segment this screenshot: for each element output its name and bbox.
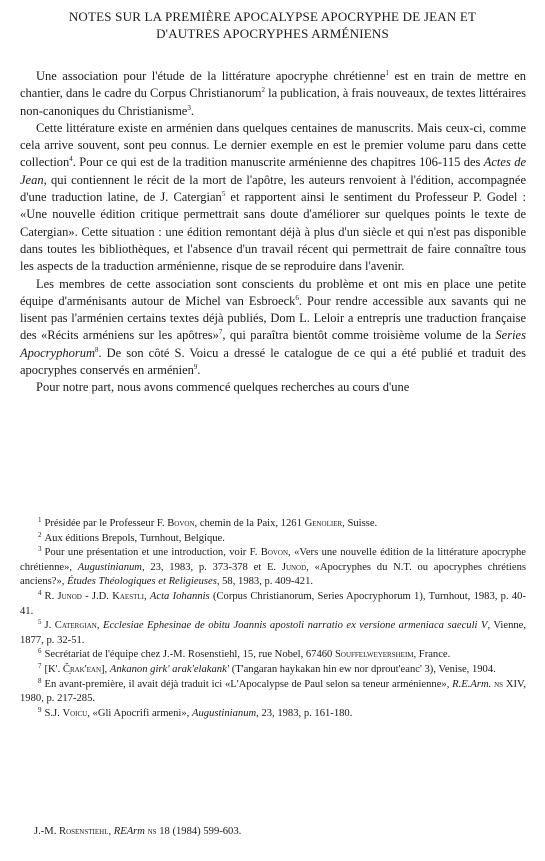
footnote-ref[interactable]: 4 [69, 155, 73, 164]
article-body [20, 68, 526, 397]
footnote-7: $^7$ [K'. Č̣rak'ean], Ankanon girk' arak'elakank' (T'angaran haykakan hin ew nor dprout'eanc' 3), Venise, 1904. [38, 661, 496, 675]
footnote-8: $^8$ En avant-première, il avait déjà traduit ici «L'Apocalypse de Paul selon sa teneur arménienne», R.E.Arm. ns XIV, 1980, p. 217-285. [20, 676, 526, 705]
footnote-ref[interactable]: 8 [95, 345, 99, 354]
title-line: D'AUTRES APOCRYPHES ARMÉNIENS [156, 26, 389, 41]
paragraph-3: Les membres de cette association sont conscients du problème et ont mis en place une petite équipe d'arménisants autour de Michel van Esbroeck$^6$. Pour rendre accessible aux savants qui ne lisent pas l'arménien certains textes déjà publiés, Dom L. Leloir a entrepris une traduction française des «Récits arméniens sur les apôtres»$^7$, qui paraîtra bientôt comme troisième volume de la Series Apocryphorum$^8$. De son côté S. Voicu a dressé le catalogue de ce qui a été publié et traduit des apocryphes conservés en arménien$^9$. [20, 276, 526, 378]
paragraph-4: Pour notre part, nous avons commencé quelques recherches au cours d'une [36, 380, 410, 395]
footnote-ref[interactable]: 1 [385, 69, 389, 77]
footnote-ref[interactable]: 2 [261, 86, 265, 95]
title-line: NOTES SUR LA PREMIÈRE APOCALYPSE APOCRYPHE DE JEAN ET [68, 9, 477, 24]
footnote-9: $^9$ S.J. Voicu, «Gli Apocrifi armeni», Augustinianum, 23, 1983, p. 161-180. [38, 705, 353, 719]
footnote-ref[interactable]: 5 [221, 190, 226, 199]
footnote-ref[interactable]: 9 [193, 363, 198, 372]
paragraph-1: Une association pour l'étude de la littérature apocryphe chrétienne$^1$ est en train de mettre en chantier, dans le cadre du Corpus Christianorum$^2$ la publication, à frais nouveaux, de textes littéraires non-canoniques du Christianisme$^3$. [20, 69, 526, 118]
footnote-3: $^3$ Pour une présentation et une introduction, voir F. Bovon, «Vers une nouvelle édition de la littérature apocryphe chrétienne», Augustinianum, 23, 1983, p. 373-378 et E. Junod, «Apocryphes du N.T. ou apocryphes chrétiens anciens?», Études Théologiques et Religieuses, 58, 1983, p. 409-421. [20, 545, 526, 588]
citation-footer: J.-M. Rosenstiehl, REArm ns 18 (1984) 599-603. [34, 826, 242, 837]
footnote-ref[interactable]: 7 [218, 328, 223, 337]
footnote-6: $^6$ Secrétariat de l'équipe chez J.-M. Rosenstiehl, 15, rue Nobel, 67460 Souffelweyersheim, France. [38, 647, 451, 661]
footnote-4: $^4$ R. Junod - J.D. Kaestli, Acta Iohannis (Corpus Christianorum, Series Apocryphorum 1), Turnhout, 1983, p. 40-41. [20, 588, 527, 617]
footnote-5: $^5$ J. Catergian, Ecclesiae Ephesinae de obitu Joannis apostoli narratio ex versione armeniaca saeculi V, Vienne, 1877, p. 32-51. [20, 618, 527, 646]
footnotes [20, 517, 526, 721]
footnote-2: $^2$ Aux éditions Brepols, Turnhout, Belgique. [38, 530, 225, 544]
footnote-ref[interactable]: 6 [295, 293, 299, 302]
article-title [20, 8, 525, 42]
paragraph-2: Cette littérature existe en arménien dans quelques centaines de manuscrits. Mais ceux-ci, comme cela arrive souvent, sont peu connus. Le dernier exemple en est le premier volume paru dans cette collection$^4$. Pour ce qui est de la tradition manuscrite arménienne des chapitres 106-115 des Actes de Jean, qui contiennent le récit de la mort de l'apôtre, les auteurs renvoient à l'édition, accompagnée d'une traduction latine, de J. Catergian$^5$ et rapportent ainsi le sentiment du Professeur P. Godel : «Une nouvelle édition critique permettrait sans doute d'améliorer sur quelques points le texte de Catergian». Cette situation : une édition remontant déjà à plus d'un siècle et qui n'est pas disponible dans toutes les bibliothèques, et l'absence d'un travail récent qui permettrait de faire connaître tous les aspects de la traduction arménienne, risque de se reproduire dans l'avenir. [20, 120, 526, 274]
footnote-1: $^1$ Présidée par le Professeur F. Bovon, chemin de la Paix, 1261 Genolier, Suisse. [38, 516, 378, 529]
footnote-ref[interactable]: 3 [187, 103, 191, 112]
